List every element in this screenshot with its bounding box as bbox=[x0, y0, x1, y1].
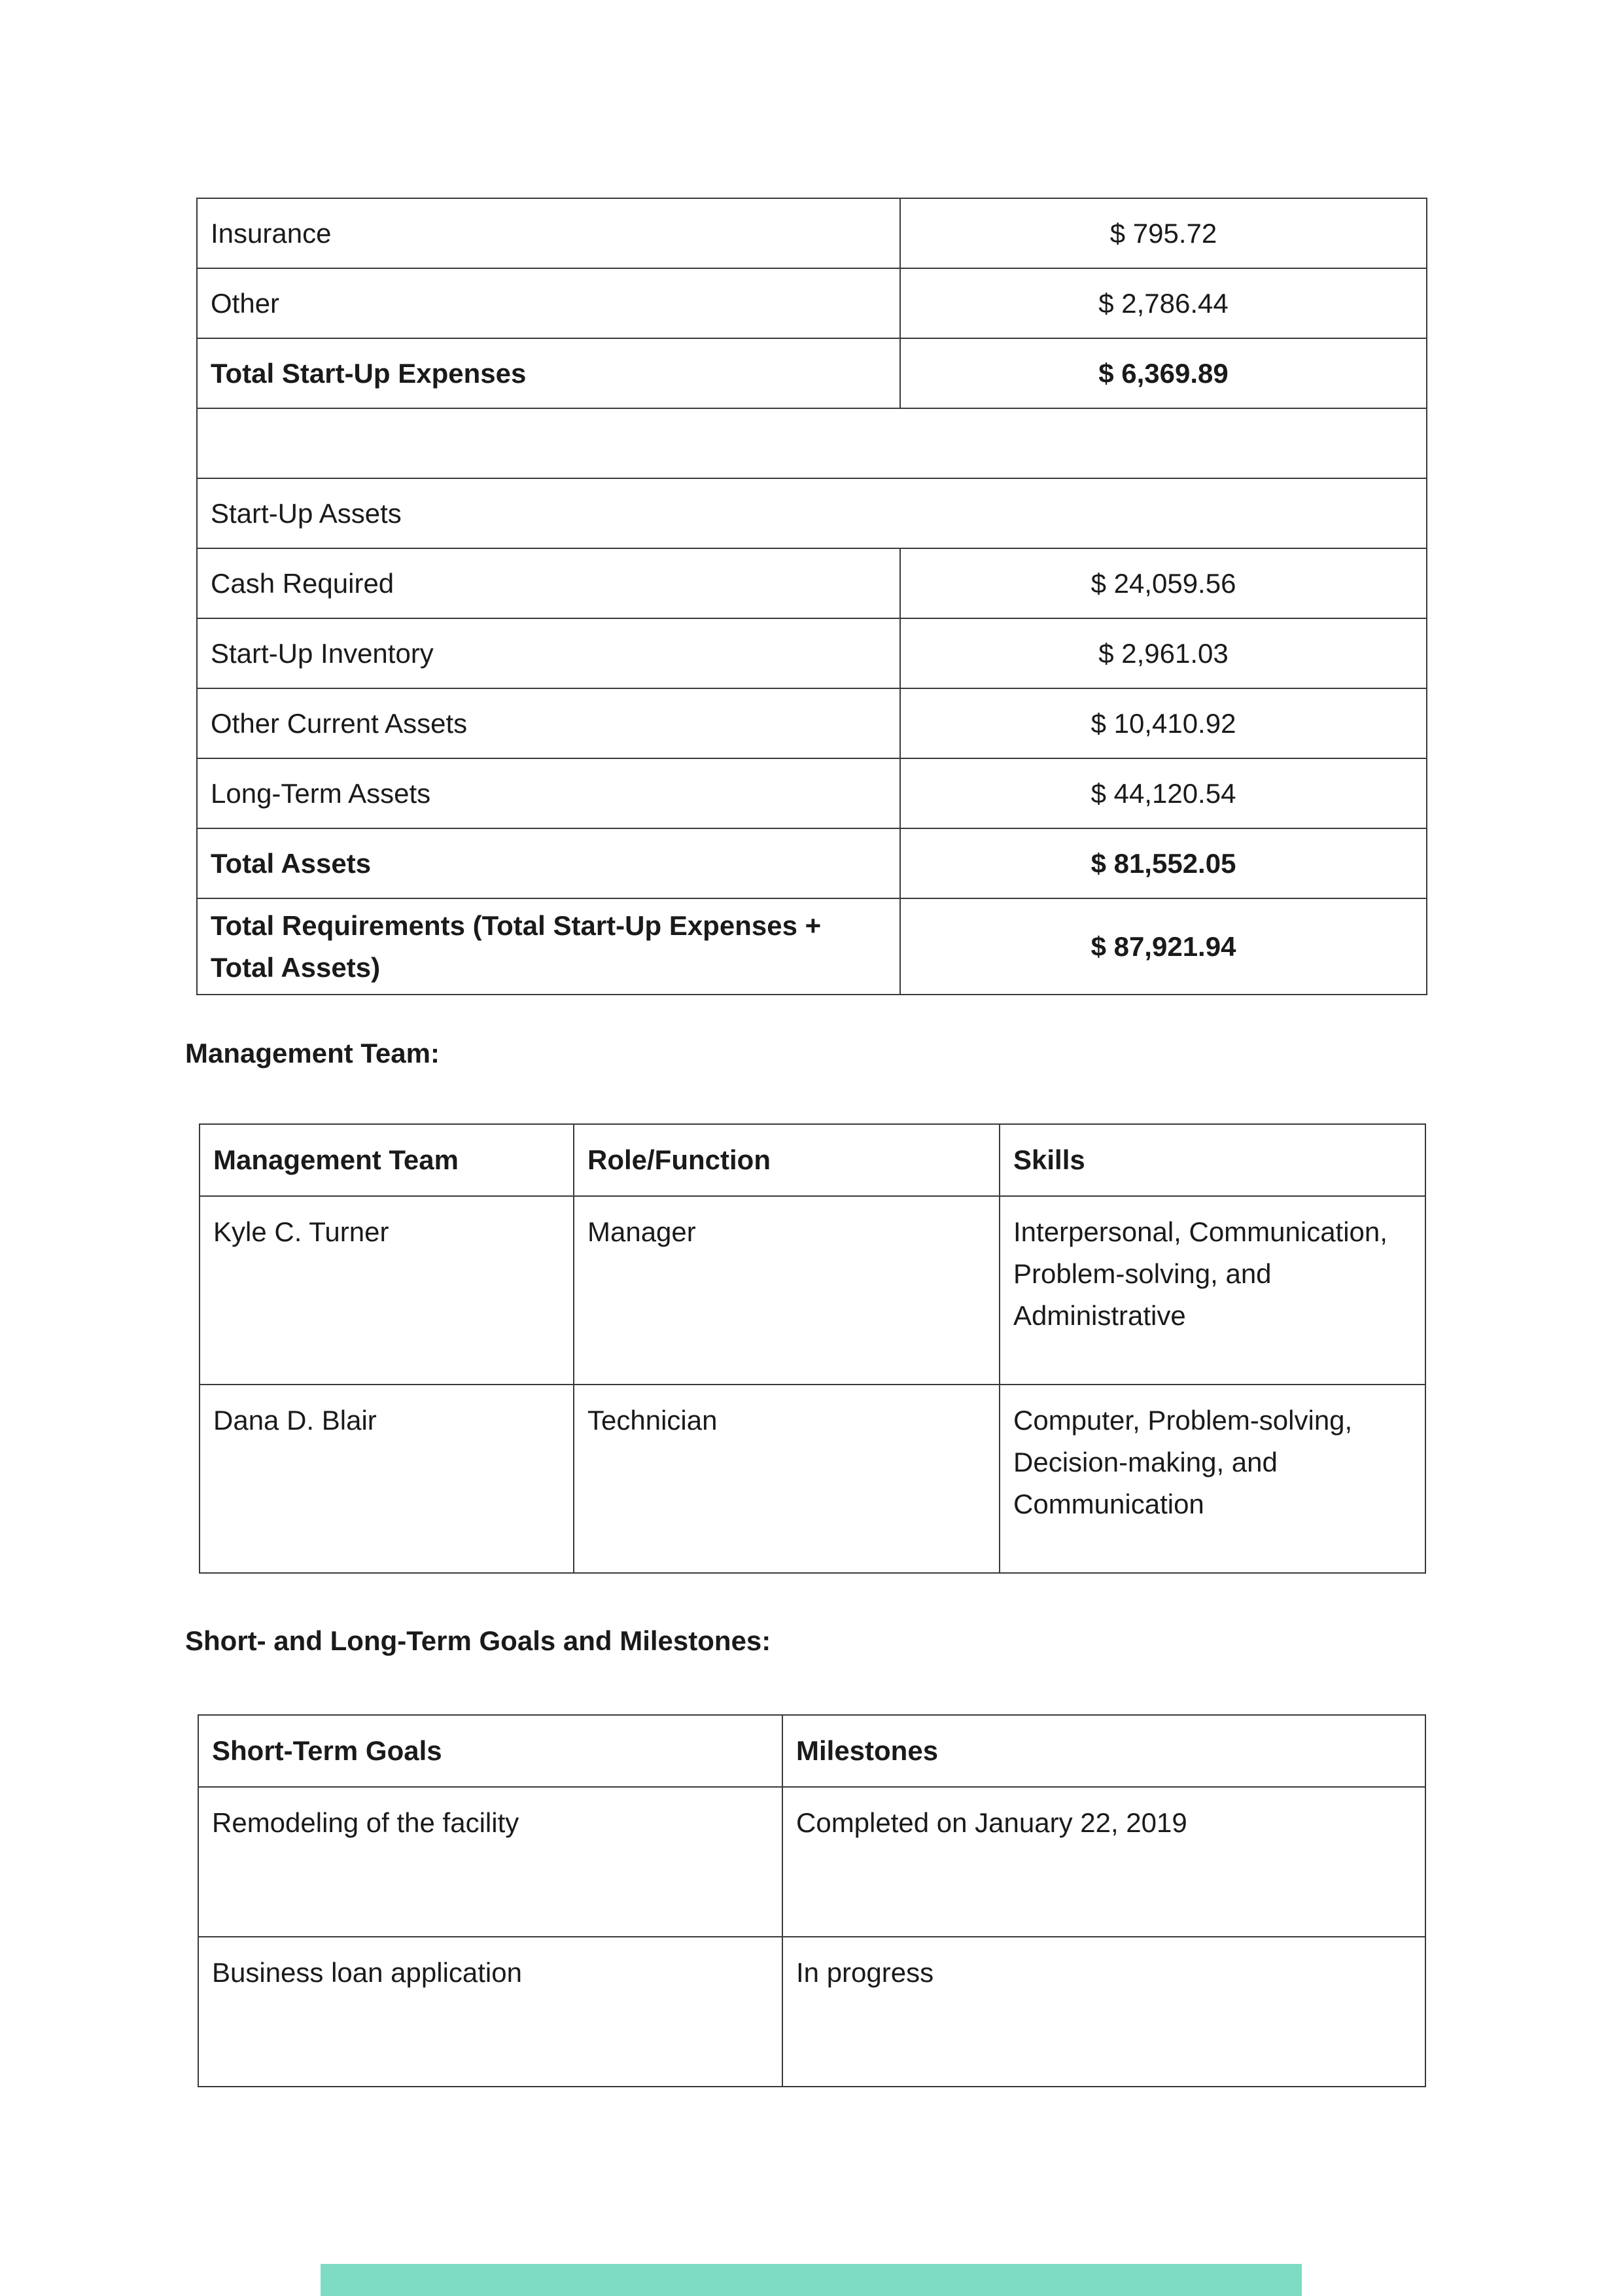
cost-label: Start-Up Inventory bbox=[197, 618, 900, 688]
column-header: Milestones bbox=[782, 1715, 1425, 1787]
cost-value: $ 795.72 bbox=[900, 198, 1427, 268]
table-row bbox=[198, 1787, 1425, 1937]
table-row bbox=[197, 758, 1427, 828]
table-row bbox=[197, 268, 1427, 338]
column-header: Role/Function bbox=[574, 1124, 1000, 1196]
empty-cell bbox=[197, 408, 1427, 478]
member-skills: Interpersonal, Communication, Problem-solving, and Administrative bbox=[1000, 1196, 1425, 1385]
table-row bbox=[200, 1385, 1425, 1573]
table-row bbox=[197, 618, 1427, 688]
table-row bbox=[197, 338, 1427, 408]
table-row bbox=[200, 1196, 1425, 1385]
table-row bbox=[197, 198, 1427, 268]
member-role: Technician bbox=[574, 1385, 1000, 1573]
cost-value: $ 2,961.03 bbox=[900, 618, 1427, 688]
cost-label: Total Start-Up Expenses bbox=[197, 338, 900, 408]
footer-accent-bar bbox=[321, 2264, 1302, 2296]
member-role: Manager bbox=[574, 1196, 1000, 1385]
table-header-row bbox=[198, 1715, 1425, 1787]
member-name: Kyle C. Turner bbox=[200, 1196, 574, 1385]
cost-value: $ 10,410.92 bbox=[900, 688, 1427, 758]
member-skills: Computer, Problem-solving, Decision-making, and Communication bbox=[1000, 1385, 1425, 1573]
table-row bbox=[197, 478, 1427, 548]
column-header: Short-Term Goals bbox=[198, 1715, 782, 1787]
goals-table bbox=[198, 1714, 1426, 2087]
cost-label: Other Current Assets bbox=[197, 688, 900, 758]
cost-value: $ 2,786.44 bbox=[900, 268, 1427, 338]
startup-costs-table bbox=[196, 198, 1427, 995]
member-name: Dana D. Blair bbox=[200, 1385, 574, 1573]
section-label: Start-Up Assets bbox=[197, 478, 1427, 548]
table-row bbox=[197, 898, 1427, 995]
cost-label: Insurance bbox=[197, 198, 900, 268]
goal-text: Business loan application bbox=[198, 1937, 782, 2087]
cost-value: $ 44,120.54 bbox=[900, 758, 1427, 828]
table-header-row bbox=[200, 1124, 1425, 1196]
cost-label: Other bbox=[197, 268, 900, 338]
management-heading: Management Team: bbox=[185, 1038, 440, 1069]
cost-value: $ 87,921.94 bbox=[900, 898, 1427, 995]
cost-value: $ 81,552.05 bbox=[900, 828, 1427, 898]
table-row bbox=[197, 688, 1427, 758]
cost-value: $ 24,059.56 bbox=[900, 548, 1427, 618]
management-table bbox=[199, 1123, 1426, 1574]
cost-label: Total Assets bbox=[197, 828, 900, 898]
cost-label: Long-Term Assets bbox=[197, 758, 900, 828]
cost-value: $ 6,369.89 bbox=[900, 338, 1427, 408]
column-header: Management Team bbox=[200, 1124, 574, 1196]
table-row-spacer bbox=[197, 408, 1427, 478]
cost-label: Total Requirements (Total Start-Up Expenses + Total Assets) bbox=[197, 898, 900, 995]
goal-text: Remodeling of the facility bbox=[198, 1787, 782, 1937]
cost-label: Cash Required bbox=[197, 548, 900, 618]
column-header: Skills bbox=[1000, 1124, 1425, 1196]
table-row bbox=[197, 828, 1427, 898]
milestone-text: In progress bbox=[782, 1937, 1425, 2087]
goals-heading: Short- and Long-Term Goals and Milestones: bbox=[185, 1625, 771, 1656]
table-row bbox=[197, 548, 1427, 618]
table-row bbox=[198, 1937, 1425, 2087]
milestone-text: Completed on January 22, 2019 bbox=[782, 1787, 1425, 1937]
